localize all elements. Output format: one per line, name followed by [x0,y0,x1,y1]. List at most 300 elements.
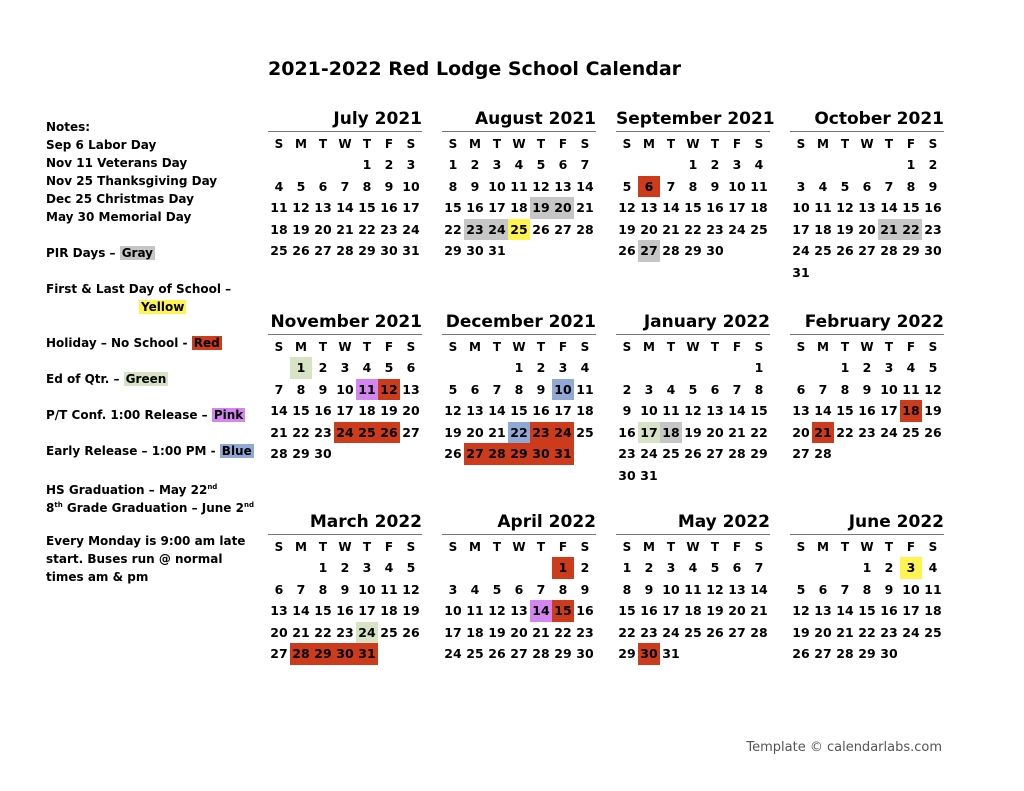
day-cell: 19 [924,403,942,419]
day-cell: 20 [814,624,832,640]
day-cell: 9 [622,403,632,419]
day-cell: 18 [660,422,682,444]
day-cell: 3 [900,557,922,579]
day-cell: 15 [552,600,574,622]
empty-cell [726,357,748,379]
day-cell: 20 [466,424,484,440]
day-cell: 5 [406,560,416,575]
weekday-header: S [622,137,632,151]
day-cell: 4 [274,178,284,194]
day-cell: 26 [924,424,942,440]
day-cell: 24 [640,446,658,462]
day-cell: 17 [444,624,462,640]
month-april-2022 [442,510,596,665]
day-cell: 10 [662,581,680,597]
day-cell: 9 [536,381,546,397]
day-cell: 11 [814,200,832,216]
day-cell: 3 [796,178,806,194]
day-cell: 24 [902,624,920,640]
weekday-header: M [469,540,481,554]
day-cell: 11 [924,581,942,597]
day-cell: 19 [444,424,462,440]
day-cell: 8 [688,178,698,194]
day-cell: 1 [688,157,698,172]
month-days-grid [616,134,770,262]
footer-credit: Template © calendarlabs.com [746,740,942,755]
day-cell: 12 [444,403,462,419]
day-cell: 4 [580,360,590,375]
day-cell: 5 [796,581,806,597]
day-cell: 20 [552,197,574,219]
day-cell: 1 [754,360,764,375]
note-holiday-3: Nov 25 Thanksgiving Day [46,174,218,188]
day-cell: 20 [640,221,658,237]
day-cell: 22 [684,221,702,237]
day-cell: 3 [362,560,372,575]
day-cell: 27 [728,624,746,640]
day-cell: 24 [662,624,680,640]
day-cell: 7 [340,178,350,194]
day-cell: 7 [580,157,590,172]
day-cell: 28 [836,646,854,662]
month-days-grid [790,134,944,284]
day-cell: 16 [706,200,724,216]
day-cell: 21 [750,603,768,619]
day-cell: 5 [688,381,698,397]
day-cell: 8 [622,581,632,597]
weekday-header: S [406,340,416,354]
day-cell: 17 [662,603,680,619]
day-cell: 5 [492,581,502,597]
weekday-header: S [274,540,284,554]
day-cell: 19 [836,221,854,237]
day-cell: 7 [754,560,764,575]
day-cell: 12 [924,381,942,397]
day-cell: 4 [928,560,938,575]
page-title: 2021-2022 Red Lodge School Calendar [268,58,682,80]
day-cell: 5 [710,560,720,575]
day-cell: 14 [530,600,552,622]
day-cell: 5 [622,178,632,194]
empty-cell [334,154,356,176]
empty-cell [790,557,812,579]
day-cell: 18 [750,200,768,216]
month-title: November 2021 [268,310,422,335]
day-cell: 12 [292,200,310,216]
weekday-header: F [558,540,568,554]
empty-cell [812,357,834,379]
weekday-header: M [295,540,307,554]
day-cell: 29 [292,446,310,462]
day-cell: 8 [840,381,850,397]
weekday-header: S [448,137,458,151]
legend-red-swatch: Red [193,336,220,350]
day-cell: 14 [880,200,898,216]
weekday-header: S [580,137,590,151]
day-cell: 8 [318,581,328,597]
day-cell: 2 [622,381,632,397]
weekday-header: M [817,137,829,151]
day-cell: 6 [274,581,284,597]
day-cell: 18 [900,400,922,422]
day-cell: 9 [884,581,894,597]
empty-cell [486,557,508,579]
day-cell: 27 [792,446,810,462]
day-cell: 18 [380,603,398,619]
day-cell: 26 [836,243,854,259]
day-cell: 17 [792,221,810,237]
day-cell: 21 [270,424,288,440]
day-cell: 22 [858,624,876,640]
day-cell: 11 [684,581,702,597]
weekday-header: T [840,340,850,354]
day-cell: 25 [270,243,288,259]
day-cell: 2 [536,360,546,375]
day-cell: 7 [666,178,676,194]
day-cell: 15 [510,403,528,419]
day-cell: 30 [706,243,724,259]
day-cell: 19 [684,424,702,440]
day-cell: 2 [470,157,480,172]
weekday-header: M [643,340,655,354]
weekday-header: F [906,137,916,151]
day-cell: 26 [706,624,724,640]
day-cell: 29 [902,243,920,259]
day-cell: 16 [880,603,898,619]
legend-gray-swatch: Gray [121,246,154,260]
weekday-header: F [906,540,916,554]
month-days-grid [442,337,596,465]
weekday-header: F [732,540,742,554]
day-cell: 28 [880,243,898,259]
weekday-header: F [384,137,394,151]
day-cell: 24 [486,219,508,241]
month-days-grid [268,337,422,465]
day-cell: 28 [532,646,550,662]
day-cell: 13 [792,403,810,419]
day-cell: 23 [880,624,898,640]
month-title: March 2022 [268,510,422,535]
month-title: July 2021 [268,107,422,132]
day-cell: 10 [488,178,506,194]
day-cell: 29 [684,243,702,259]
day-cell: 16 [924,200,942,216]
day-cell: 28 [576,221,594,237]
empty-cell [616,357,638,379]
weekday-header: M [817,540,829,554]
day-cell: 16 [336,603,354,619]
month-september-2021 [616,107,775,262]
day-cell: 24 [880,424,898,440]
empty-cell [834,557,856,579]
empty-cell [442,357,464,379]
day-cell: 3 [644,381,654,397]
day-cell: 10 [640,403,658,419]
day-cell: 17 [554,403,572,419]
day-cell: 23 [640,624,658,640]
weekday-header: T [492,137,502,151]
day-cell: 30 [924,243,942,259]
month-february-2022 [790,310,944,465]
weekday-header: M [469,137,481,151]
day-cell: 23 [530,422,552,444]
eighth-graduation-sup1: th [54,501,63,509]
weekday-header: M [469,340,481,354]
day-cell: 14 [488,403,506,419]
day-cell: 13 [858,200,876,216]
day-cell: 23 [858,424,876,440]
day-cell: 31 [488,243,506,259]
day-cell: 10 [444,603,462,619]
day-cell: 2 [580,560,590,575]
day-cell: 30 [530,443,552,465]
day-cell: 31 [792,264,810,280]
day-cell: 23 [464,219,486,241]
empty-cell [268,154,290,176]
day-cell: 15 [618,603,636,619]
empty-cell [464,357,486,379]
legend-pir-label: PIR Days – [46,246,120,260]
day-cell: 16 [618,424,636,440]
day-cell: 4 [470,581,480,597]
day-cell: 18 [814,221,832,237]
weekday-header: W [860,540,874,554]
day-cell: 9 [384,178,394,194]
weekday-header: T [362,540,372,554]
hs-graduation-sup: nd [207,483,218,491]
month-days-grid [790,337,944,465]
day-cell: 18 [270,221,288,237]
legend-pink-swatch: Pink [213,408,244,422]
day-cell: 8 [862,581,872,597]
day-cell: 20 [706,424,724,440]
day-cell: 22 [444,221,462,237]
day-cell: 15 [902,200,920,216]
month-may-2022 [616,510,770,665]
day-cell: 30 [466,243,484,259]
day-cell: 13 [554,178,572,194]
day-cell: 11 [356,379,378,401]
day-cell: 9 [340,581,350,597]
month-june-2022 [790,510,944,665]
day-cell: 17 [728,200,746,216]
day-cell: 25 [924,624,942,640]
month-title: February 2022 [790,310,944,335]
weekday-header: F [732,137,742,151]
day-cell: 23 [706,221,724,237]
empty-cell [616,154,638,176]
day-cell: 25 [902,424,920,440]
day-cell: 13 [640,200,658,216]
empty-cell [790,357,812,379]
day-cell: 21 [812,422,834,444]
day-cell: 9 [928,178,938,194]
day-cell: 21 [878,219,900,241]
day-cell: 5 [448,381,458,397]
weekday-header: S [928,340,938,354]
day-cell: 14 [336,200,354,216]
day-cell: 8 [906,178,916,194]
day-cell: 8 [754,381,764,397]
weekday-header: T [318,137,328,151]
empty-cell [812,154,834,176]
empty-cell [856,154,878,176]
day-cell: 14 [836,603,854,619]
day-cell: 27 [814,646,832,662]
legend-early [46,442,261,460]
day-cell: 14 [292,603,310,619]
day-cell: 1 [448,157,458,172]
day-cell: 20 [728,603,746,619]
day-cell: 6 [558,157,568,172]
empty-cell [790,154,812,176]
day-cell: 29 [312,643,334,665]
day-cell: 8 [448,178,458,194]
weekday-header: F [732,340,742,354]
day-cell: 15 [858,603,876,619]
empty-cell [638,357,660,379]
note-eighth-graduation [46,496,261,514]
day-cell: 28 [662,243,680,259]
weekday-header: S [754,340,764,354]
day-cell: 15 [314,603,332,619]
day-cell: 6 [710,381,720,397]
month-days-grid [268,134,422,262]
empty-cell [682,357,704,379]
weekday-header: W [338,137,352,151]
weekday-header: W [338,340,352,354]
day-cell: 8 [558,581,568,597]
weekday-header: S [448,340,458,354]
month-december-2021 [442,310,596,465]
weekday-header: F [384,340,394,354]
weekday-header: T [710,137,720,151]
day-cell: 29 [618,646,636,662]
weekday-header: S [754,540,764,554]
day-cell: 14 [270,403,288,419]
day-cell: 29 [508,443,530,465]
empty-cell [638,154,660,176]
weekday-header: W [512,540,526,554]
weekday-header: S [406,137,416,151]
day-cell: 9 [318,381,328,397]
weekday-header: T [536,137,546,151]
weekday-header: T [840,137,850,151]
day-cell: 13 [728,581,746,597]
legend-qtr-label: Ed of Qtr. – [46,372,124,386]
day-cell: 17 [880,403,898,419]
day-cell: 20 [314,221,332,237]
day-cell: 16 [576,603,594,619]
day-cell: 14 [662,200,680,216]
weekday-header: F [384,540,394,554]
day-cell: 19 [792,624,810,640]
empty-cell [486,357,508,379]
day-cell: 3 [558,360,568,375]
day-cell: 31 [662,646,680,662]
day-cell: 6 [638,176,660,198]
day-cell: 2 [862,360,872,375]
day-cell: 7 [884,178,894,194]
month-days-grid [616,537,770,665]
day-cell: 10 [728,178,746,194]
weekday-header: S [796,340,806,354]
note-holiday-4: Dec 25 Christmas Day [46,192,194,206]
day-cell: 26 [532,221,550,237]
day-cell: 26 [378,422,400,444]
day-cell: 24 [334,422,356,444]
day-cell: 12 [532,178,550,194]
note-monday-1: Every Monday is 9:00 am late [46,534,246,548]
day-cell: 10 [336,381,354,397]
day-cell: 15 [292,403,310,419]
month-january-2022 [616,310,770,487]
day-cell: 17 [336,403,354,419]
weekday-header: T [884,540,894,554]
day-cell: 31 [640,467,658,483]
note-holiday-1: Sep 6 Labor Day [46,138,157,152]
day-cell: 14 [750,581,768,597]
day-cell: 19 [292,221,310,237]
day-cell: 19 [380,403,398,419]
day-cell: 15 [750,403,768,419]
day-cell: 16 [466,200,484,216]
day-cell: 11 [902,381,920,397]
day-cell: 3 [340,360,350,375]
day-cell: 16 [314,403,332,419]
weekday-header: M [295,137,307,151]
day-cell: 1 [862,560,872,575]
day-cell: 20 [402,403,420,419]
day-cell: 6 [470,381,480,397]
day-cell: 25 [356,422,378,444]
month-days-grid [790,537,944,665]
weekday-header: T [666,137,676,151]
day-cell: 11 [466,603,484,619]
day-cell: 26 [684,446,702,462]
day-cell: 27 [858,243,876,259]
day-cell: 6 [796,381,806,397]
weekday-header: T [536,340,546,354]
month-days-grid [442,537,596,665]
day-cell: 19 [618,221,636,237]
day-cell: 24 [356,622,378,644]
day-cell: 27 [638,240,660,262]
day-cell: 22 [292,424,310,440]
day-cell: 23 [618,446,636,462]
month-october-2021 [790,107,944,284]
day-cell: 28 [290,643,312,665]
day-cell: 4 [906,360,916,375]
day-cell: 11 [510,178,528,194]
eighth-graduation-num: 8 [46,501,55,515]
day-cell: 30 [618,467,636,483]
month-title: December 2021 [442,310,596,335]
weekday-header: T [536,540,546,554]
day-cell: 18 [684,603,702,619]
day-cell: 22 [554,624,572,640]
day-cell: 13 [706,403,724,419]
weekday-header: S [580,540,590,554]
day-cell: 5 [296,178,306,194]
day-cell: 16 [858,403,876,419]
legend-holiday-label: Holiday – No School - [46,336,192,350]
legend-early-label: Early Release – 1:00 PM - [46,444,220,458]
day-cell: 26 [618,243,636,259]
eighth-graduation-sup2: nd [243,501,254,509]
day-cell: 6 [732,560,742,575]
day-cell: 24 [402,221,420,237]
